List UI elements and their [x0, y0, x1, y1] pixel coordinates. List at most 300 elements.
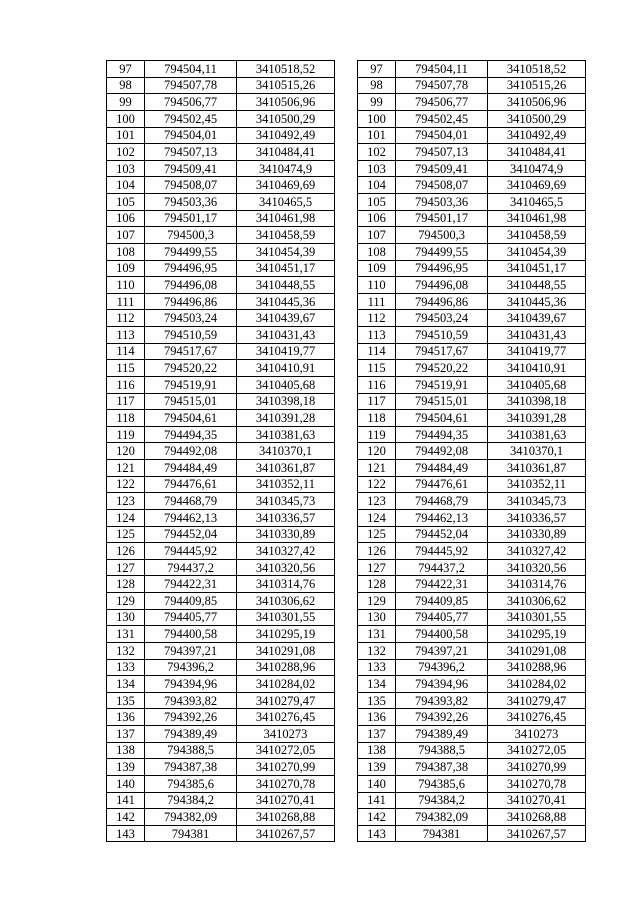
table-row: [358, 809, 586, 826]
point-number-cell: 142: [358, 809, 396, 826]
table-row: [358, 676, 586, 693]
table-row: [107, 77, 335, 94]
x-coordinate-cell: 794397,21: [145, 642, 237, 659]
x-coordinate-cell: 794519,91: [396, 376, 488, 393]
point-number-cell: 135: [358, 692, 396, 709]
point-number-cell: 112: [358, 310, 396, 327]
point-number-cell: 139: [107, 759, 145, 776]
point-number-cell: 131: [358, 626, 396, 643]
x-coordinate-cell: 794500,3: [396, 227, 488, 244]
table-row: [358, 825, 586, 842]
y-coordinate-cell: 3410284,02: [488, 676, 586, 693]
point-number-cell: 133: [107, 659, 145, 676]
y-coordinate-cell: 3410391,28: [237, 410, 335, 427]
table-row: [358, 360, 586, 377]
y-coordinate-cell: 3410439,67: [237, 310, 335, 327]
y-coordinate-cell: 3410330,89: [237, 526, 335, 543]
point-number-cell: 100: [107, 110, 145, 127]
table-row: [358, 726, 586, 743]
y-coordinate-cell: 3410518,52: [237, 61, 335, 78]
x-coordinate-cell: 794392,26: [145, 709, 237, 726]
table-row: [358, 343, 586, 360]
y-coordinate-cell: 3410270,78: [237, 775, 335, 792]
x-coordinate-cell: 794496,86: [145, 293, 237, 310]
x-coordinate-cell: 794509,41: [145, 160, 237, 177]
table-row: [358, 277, 586, 294]
x-coordinate-cell: 794400,58: [396, 626, 488, 643]
y-coordinate-cell: 3410272,05: [488, 742, 586, 759]
table-row: [358, 460, 586, 477]
point-number-cell: 100: [358, 110, 396, 127]
point-number-cell: 132: [358, 642, 396, 659]
point-number-cell: 112: [107, 310, 145, 327]
point-number-cell: 116: [358, 376, 396, 393]
x-coordinate-cell: 794504,11: [396, 61, 488, 78]
y-coordinate-cell: 3410276,45: [237, 709, 335, 726]
x-coordinate-cell: 794507,78: [396, 77, 488, 94]
table-row: [107, 726, 335, 743]
table-row: [107, 426, 335, 443]
x-coordinate-cell: 794385,6: [145, 775, 237, 792]
x-coordinate-cell: 794394,96: [396, 676, 488, 693]
y-coordinate-cell: 3410405,68: [237, 376, 335, 393]
table-row: [107, 360, 335, 377]
point-number-cell: 114: [107, 343, 145, 360]
table-row: [358, 742, 586, 759]
table-row: [107, 626, 335, 643]
y-coordinate-cell: 3410314,76: [488, 576, 586, 593]
point-number-cell: 109: [107, 260, 145, 277]
table-row: [107, 676, 335, 693]
point-number-cell: 102: [107, 144, 145, 161]
point-number-cell: 101: [107, 127, 145, 144]
y-coordinate-cell: 3410492,49: [488, 127, 586, 144]
y-coordinate-cell: 3410454,39: [488, 243, 586, 260]
point-number-cell: 119: [107, 426, 145, 443]
table-row: [358, 659, 586, 676]
y-coordinate-cell: 3410506,96: [488, 94, 586, 111]
y-coordinate-cell: 3410288,96: [488, 659, 586, 676]
x-coordinate-cell: 794510,59: [396, 327, 488, 344]
y-coordinate-cell: 3410469,69: [237, 177, 335, 194]
point-number-cell: 107: [358, 227, 396, 244]
y-coordinate-cell: 3410272,05: [237, 742, 335, 759]
x-coordinate-cell: 794515,01: [145, 393, 237, 410]
y-coordinate-cell: 3410270,99: [488, 759, 586, 776]
y-coordinate-cell: 3410314,76: [237, 576, 335, 593]
y-coordinate-cell: 3410439,67: [488, 310, 586, 327]
table-row: [107, 210, 335, 227]
x-coordinate-cell: 794476,61: [396, 476, 488, 493]
table-row: [107, 310, 335, 327]
y-coordinate-cell: 3410515,26: [237, 77, 335, 94]
x-coordinate-cell: 794476,61: [145, 476, 237, 493]
point-number-cell: 104: [358, 177, 396, 194]
table-row: [358, 543, 586, 560]
point-number-cell: 127: [107, 559, 145, 576]
table-row: [107, 376, 335, 393]
y-coordinate-cell: 3410279,47: [237, 692, 335, 709]
table-row: [107, 293, 335, 310]
x-coordinate-cell: 794504,11: [145, 61, 237, 78]
point-number-cell: 106: [107, 210, 145, 227]
y-coordinate-cell: 3410279,47: [488, 692, 586, 709]
point-number-cell: 113: [107, 327, 145, 344]
y-coordinate-cell: 3410327,42: [237, 543, 335, 560]
x-coordinate-cell: 794396,2: [145, 659, 237, 676]
point-number-cell: 138: [358, 742, 396, 759]
table-row: [358, 609, 586, 626]
y-coordinate-cell: 3410484,41: [237, 144, 335, 161]
y-coordinate-cell: 3410492,49: [237, 127, 335, 144]
table-row: [358, 144, 586, 161]
y-coordinate-cell: 3410330,89: [488, 526, 586, 543]
point-number-cell: 110: [107, 277, 145, 294]
y-coordinate-cell: 3410484,41: [488, 144, 586, 161]
y-coordinate-cell: 3410301,55: [488, 609, 586, 626]
x-coordinate-cell: 794503,24: [396, 310, 488, 327]
x-coordinate-cell: 794462,13: [145, 509, 237, 526]
y-coordinate-cell: 3410451,17: [488, 260, 586, 277]
point-number-cell: 117: [358, 393, 396, 410]
table-row: [107, 127, 335, 144]
y-coordinate-cell: 3410270,41: [237, 792, 335, 809]
y-coordinate-cell: 3410352,11: [237, 476, 335, 493]
y-coordinate-cell: 3410306,62: [488, 593, 586, 610]
y-coordinate-cell: 3410273: [488, 726, 586, 743]
y-coordinate-cell: 3410288,96: [237, 659, 335, 676]
y-coordinate-cell: 3410474,9: [237, 160, 335, 177]
point-number-cell: 140: [358, 775, 396, 792]
x-coordinate-cell: 794389,49: [396, 726, 488, 743]
table-row: [358, 410, 586, 427]
table-row: [358, 327, 586, 344]
x-coordinate-cell: 794388,5: [145, 742, 237, 759]
y-coordinate-cell: 3410268,88: [237, 809, 335, 826]
table-row: [107, 609, 335, 626]
y-coordinate-cell: 3410381,63: [488, 426, 586, 443]
point-number-cell: 99: [358, 94, 396, 111]
table-row: [107, 393, 335, 410]
point-number-cell: 128: [107, 576, 145, 593]
table-row: [107, 792, 335, 809]
x-coordinate-cell: 794504,01: [145, 127, 237, 144]
x-coordinate-cell: 794468,79: [145, 493, 237, 510]
x-coordinate-cell: 794382,09: [396, 809, 488, 826]
y-coordinate-cell: 3410445,36: [237, 293, 335, 310]
y-coordinate-cell: 3410295,19: [488, 626, 586, 643]
point-number-cell: 105: [358, 194, 396, 211]
y-coordinate-cell: 3410391,28: [488, 410, 586, 427]
table-row: [358, 775, 586, 792]
x-coordinate-cell: 794508,07: [396, 177, 488, 194]
x-coordinate-cell: 794492,08: [396, 443, 488, 460]
x-coordinate-cell: 794387,38: [145, 759, 237, 776]
x-coordinate-cell: 794462,13: [396, 509, 488, 526]
point-number-cell: 128: [358, 576, 396, 593]
point-number-cell: 137: [107, 726, 145, 743]
y-coordinate-cell: 3410320,56: [237, 559, 335, 576]
y-coordinate-cell: 3410270,41: [488, 792, 586, 809]
x-coordinate-cell: 794400,58: [145, 626, 237, 643]
table-row: [107, 277, 335, 294]
x-coordinate-cell: 794499,55: [396, 243, 488, 260]
x-coordinate-cell: 794520,22: [396, 360, 488, 377]
y-coordinate-cell: 3410327,42: [488, 543, 586, 560]
x-coordinate-cell: 794484,49: [145, 460, 237, 477]
table-row: [107, 327, 335, 344]
y-coordinate-cell: 3410500,29: [488, 110, 586, 127]
x-coordinate-cell: 794517,67: [145, 343, 237, 360]
x-coordinate-cell: 794405,77: [396, 609, 488, 626]
y-coordinate-cell: 3410398,18: [237, 393, 335, 410]
x-coordinate-cell: 794496,08: [145, 277, 237, 294]
x-coordinate-cell: 794517,67: [396, 343, 488, 360]
y-coordinate-cell: 3410270,99: [237, 759, 335, 776]
x-coordinate-cell: 794496,08: [396, 277, 488, 294]
table-row: [107, 194, 335, 211]
point-number-cell: 115: [358, 360, 396, 377]
point-number-cell: 139: [358, 759, 396, 776]
x-coordinate-cell: 794506,77: [396, 94, 488, 111]
point-number-cell: 140: [107, 775, 145, 792]
y-coordinate-cell: 3410276,45: [488, 709, 586, 726]
y-coordinate-cell: 3410500,29: [237, 110, 335, 127]
y-coordinate-cell: 3410291,08: [237, 642, 335, 659]
x-coordinate-cell: 794409,85: [396, 593, 488, 610]
x-coordinate-cell: 794396,2: [396, 659, 488, 676]
x-coordinate-cell: 794503,36: [396, 194, 488, 211]
point-number-cell: 127: [358, 559, 396, 576]
point-number-cell: 143: [358, 825, 396, 842]
y-coordinate-cell: 3410301,55: [237, 609, 335, 626]
x-coordinate-cell: 794519,91: [145, 376, 237, 393]
table-row: [107, 576, 335, 593]
y-coordinate-cell: 3410454,39: [237, 243, 335, 260]
table-row: [107, 642, 335, 659]
point-number-cell: 122: [107, 476, 145, 493]
point-number-cell: 102: [358, 144, 396, 161]
y-coordinate-cell: 3410448,55: [237, 277, 335, 294]
table-row: [358, 210, 586, 227]
x-coordinate-cell: 794503,24: [145, 310, 237, 327]
point-number-cell: 116: [107, 376, 145, 393]
y-coordinate-cell: 3410474,9: [488, 160, 586, 177]
point-number-cell: 137: [358, 726, 396, 743]
point-number-cell: 108: [107, 243, 145, 260]
y-coordinate-cell: 3410291,08: [488, 642, 586, 659]
table-row: [107, 825, 335, 842]
table-row: [358, 576, 586, 593]
y-coordinate-cell: 3410352,11: [488, 476, 586, 493]
x-coordinate-cell: 794445,92: [145, 543, 237, 560]
coordinates-table-right: [357, 60, 586, 842]
table-row: [358, 709, 586, 726]
x-coordinate-cell: 794452,04: [145, 526, 237, 543]
x-coordinate-cell: 794384,2: [145, 792, 237, 809]
x-coordinate-cell: 794393,82: [145, 692, 237, 709]
x-coordinate-cell: 794502,45: [396, 110, 488, 127]
table-row: [358, 426, 586, 443]
table-row: [358, 393, 586, 410]
table-row: [358, 243, 586, 260]
x-coordinate-cell: 794389,49: [145, 726, 237, 743]
table-row: [358, 260, 586, 277]
x-coordinate-cell: 794502,45: [145, 110, 237, 127]
x-coordinate-cell: 794388,5: [396, 742, 488, 759]
x-coordinate-cell: 794507,13: [396, 144, 488, 161]
point-number-cell: 135: [107, 692, 145, 709]
y-coordinate-cell: 3410431,43: [488, 327, 586, 344]
x-coordinate-cell: 794494,35: [396, 426, 488, 443]
y-coordinate-cell: 3410431,43: [237, 327, 335, 344]
table-body: [107, 61, 335, 842]
point-number-cell: 99: [107, 94, 145, 111]
point-number-cell: 130: [107, 609, 145, 626]
y-coordinate-cell: 3410267,57: [488, 825, 586, 842]
table-row: [358, 559, 586, 576]
y-coordinate-cell: 3410284,02: [237, 676, 335, 693]
y-coordinate-cell: 3410361,87: [237, 460, 335, 477]
table-row: [358, 692, 586, 709]
y-coordinate-cell: 3410506,96: [237, 94, 335, 111]
table-row: [358, 593, 586, 610]
y-coordinate-cell: 3410270,78: [488, 775, 586, 792]
y-coordinate-cell: 3410273: [237, 726, 335, 743]
table-row: [358, 310, 586, 327]
table-row: [107, 593, 335, 610]
table-row: [107, 659, 335, 676]
table-row: [358, 127, 586, 144]
x-coordinate-cell: 794507,13: [145, 144, 237, 161]
point-number-cell: 125: [358, 526, 396, 543]
y-coordinate-cell: 3410451,17: [237, 260, 335, 277]
point-number-cell: 129: [358, 593, 396, 610]
y-coordinate-cell: 3410518,52: [488, 61, 586, 78]
x-coordinate-cell: 794504,61: [396, 410, 488, 427]
coordinates-table-left: [106, 60, 335, 842]
point-number-cell: 109: [358, 260, 396, 277]
point-number-cell: 138: [107, 742, 145, 759]
point-number-cell: 121: [358, 460, 396, 477]
point-number-cell: 97: [358, 61, 396, 78]
point-number-cell: 111: [107, 293, 145, 310]
table-row: [107, 759, 335, 776]
table-row: [107, 493, 335, 510]
point-number-cell: 129: [107, 593, 145, 610]
x-coordinate-cell: 794384,2: [396, 792, 488, 809]
x-coordinate-cell: 794387,38: [396, 759, 488, 776]
point-number-cell: 111: [358, 293, 396, 310]
table-row: [107, 692, 335, 709]
x-coordinate-cell: 794382,09: [145, 809, 237, 826]
table-row: [107, 110, 335, 127]
table-row: [358, 160, 586, 177]
x-coordinate-cell: 794468,79: [396, 493, 488, 510]
point-number-cell: 118: [358, 410, 396, 427]
point-number-cell: 134: [358, 676, 396, 693]
x-coordinate-cell: 794381: [396, 825, 488, 842]
x-coordinate-cell: 794445,92: [396, 543, 488, 560]
x-coordinate-cell: 794392,26: [396, 709, 488, 726]
x-coordinate-cell: 794496,95: [145, 260, 237, 277]
point-number-cell: 103: [358, 160, 396, 177]
table-row: [107, 543, 335, 560]
table-row: [107, 160, 335, 177]
x-coordinate-cell: 794405,77: [145, 609, 237, 626]
point-number-cell: 132: [107, 642, 145, 659]
table-row: [358, 77, 586, 94]
y-coordinate-cell: 3410361,87: [488, 460, 586, 477]
x-coordinate-cell: 794422,31: [396, 576, 488, 593]
y-coordinate-cell: 3410336,57: [488, 509, 586, 526]
point-number-cell: 142: [107, 809, 145, 826]
table-row: [107, 809, 335, 826]
point-number-cell: 104: [107, 177, 145, 194]
point-number-cell: 130: [358, 609, 396, 626]
table-row: [107, 775, 335, 792]
y-coordinate-cell: 3410306,62: [237, 593, 335, 610]
point-number-cell: 141: [107, 792, 145, 809]
y-coordinate-cell: 3410419,77: [237, 343, 335, 360]
y-coordinate-cell: 3410405,68: [488, 376, 586, 393]
point-number-cell: 98: [358, 77, 396, 94]
x-coordinate-cell: 794492,08: [145, 443, 237, 460]
table-row: [358, 792, 586, 809]
point-number-cell: 131: [107, 626, 145, 643]
x-coordinate-cell: 794515,01: [396, 393, 488, 410]
x-coordinate-cell: 794422,31: [145, 576, 237, 593]
x-coordinate-cell: 794506,77: [145, 94, 237, 111]
table-row: [358, 376, 586, 393]
table-row: [107, 144, 335, 161]
table-row: [107, 410, 335, 427]
y-coordinate-cell: 3410398,18: [488, 393, 586, 410]
point-number-cell: 106: [358, 210, 396, 227]
table-row: [107, 742, 335, 759]
y-coordinate-cell: 3410461,98: [488, 210, 586, 227]
table-row: [107, 94, 335, 111]
y-coordinate-cell: 3410465,5: [237, 194, 335, 211]
point-number-cell: 136: [358, 709, 396, 726]
point-number-cell: 118: [107, 410, 145, 427]
table-row: [107, 526, 335, 543]
point-number-cell: 120: [358, 443, 396, 460]
point-number-cell: 101: [358, 127, 396, 144]
x-coordinate-cell: 794394,96: [145, 676, 237, 693]
x-coordinate-cell: 794452,04: [396, 526, 488, 543]
table-row: [358, 493, 586, 510]
table-row: [358, 177, 586, 194]
table-row: [358, 194, 586, 211]
y-coordinate-cell: 3410370,1: [488, 443, 586, 460]
x-coordinate-cell: 794409,85: [145, 593, 237, 610]
y-coordinate-cell: 3410461,98: [237, 210, 335, 227]
y-coordinate-cell: 3410345,73: [488, 493, 586, 510]
y-coordinate-cell: 3410458,59: [237, 227, 335, 244]
x-coordinate-cell: 794496,95: [396, 260, 488, 277]
table-row: [107, 460, 335, 477]
y-coordinate-cell: 3410515,26: [488, 77, 586, 94]
x-coordinate-cell: 794508,07: [145, 177, 237, 194]
point-number-cell: 110: [358, 277, 396, 294]
x-coordinate-cell: 794507,78: [145, 77, 237, 94]
point-number-cell: 117: [107, 393, 145, 410]
point-number-cell: 143: [107, 825, 145, 842]
x-coordinate-cell: 794509,41: [396, 160, 488, 177]
table-row: [358, 293, 586, 310]
y-coordinate-cell: 3410465,5: [488, 194, 586, 211]
